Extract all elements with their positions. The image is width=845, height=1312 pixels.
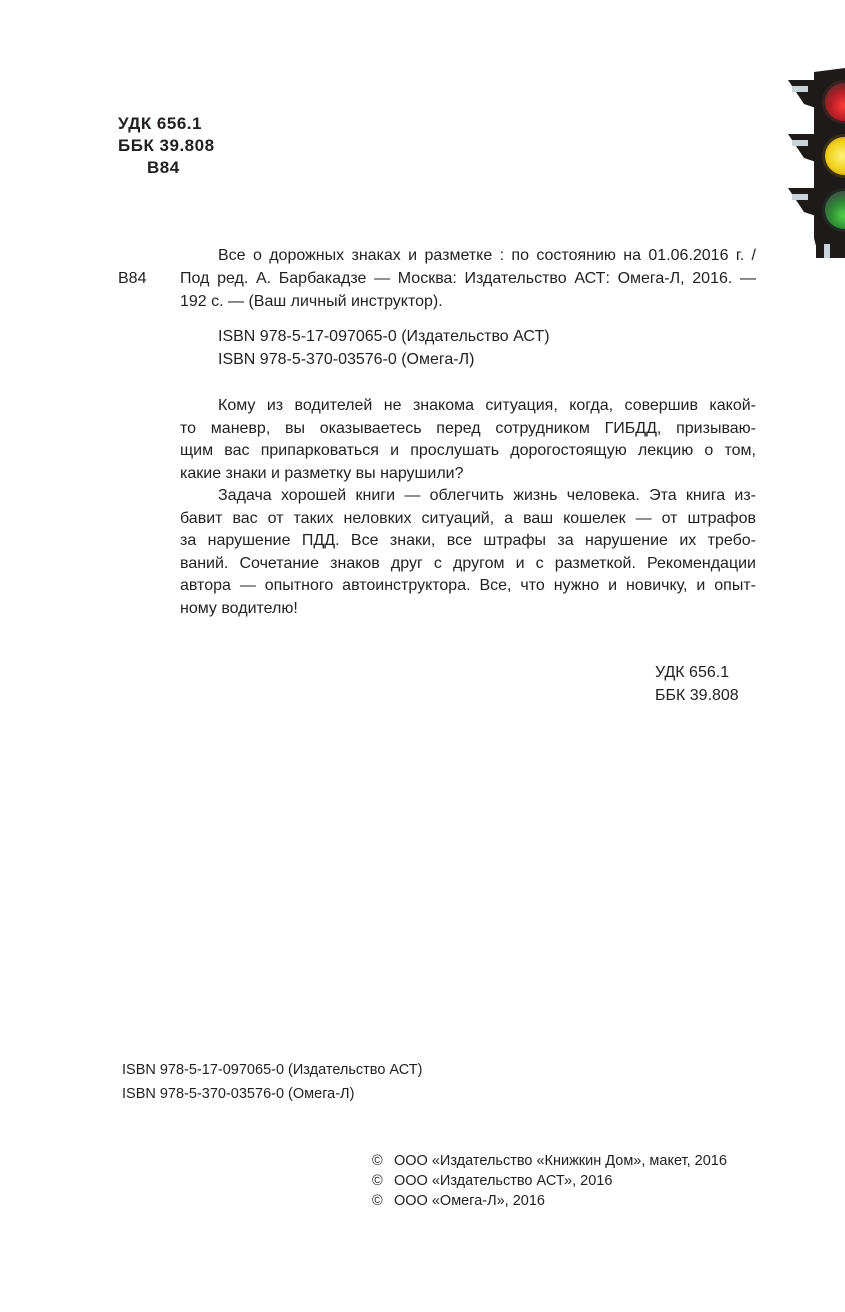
- annotation: [180, 395, 756, 620]
- annotation-line: за нарушение ПДД. Все знаки, все штрафы за нарушение их требо-: [180, 532, 756, 549]
- annotation-line: Кому из водителей не знакома ситуация, когда, совершив какой-: [218, 397, 756, 414]
- biblio-line-editor: Под ред. А. Барбакадзе — Москва: Издательство АСТ: Омега-Л, 2016. —: [180, 270, 756, 287]
- classification-codes-header: [118, 113, 215, 179]
- bbk-code: ББК 39.808: [118, 136, 215, 155]
- author-mark-margin: В84: [118, 270, 147, 287]
- annotation-line: ваний. Сочетание знаков друг с другом и с разметкой. Рекомендации: [180, 554, 756, 572]
- copyright-line: © ООО «Омега-Л», 2016: [372, 1193, 545, 1209]
- classification-codes-right: [655, 661, 739, 707]
- bbk-code-right: ББК 39.808: [655, 687, 739, 704]
- copyright-icon: ©: [372, 1193, 383, 1209]
- annotation-line: то маневр, вы оказываетесь перед сотрудником ГИБДД, призываю-: [180, 419, 756, 437]
- udk-code: УДК 656.1: [118, 114, 202, 133]
- annotation-line: какие знаки и разметку вы нарушили?: [180, 464, 464, 482]
- isbn-ast: ISBN 978-5-17-097065-0 (Издательство АСТ): [218, 328, 550, 345]
- copyright-line: © ООО «Издательство «Книжкин Дом», макет, 2016: [372, 1153, 727, 1169]
- traffic-light-icon: [786, 68, 845, 258]
- annotation-line: ному водителю!: [180, 599, 298, 617]
- isbn-footer: [122, 1058, 422, 1106]
- copyright-icon: ©: [372, 1173, 383, 1189]
- copyright-block: [372, 1151, 727, 1211]
- annotation-line: щим вас припарковаться и прослушать дорогостоящую лекцию о том,: [180, 442, 756, 459]
- isbn-footer-ast: ISBN 978-5-17-097065-0 (Издательство АСТ): [122, 1062, 423, 1078]
- biblio-line-title: Все о дорожных знаках и разметке : по состоянию на 01.06.2016 г. /: [218, 247, 756, 264]
- isbn-list: [218, 325, 550, 371]
- isbn-omega: ISBN 978-5-370-03576-0 (Омега-Л): [218, 351, 475, 368]
- biblio-line-pages: 192 с. — (Ваш личный инструктор).: [180, 293, 443, 310]
- isbn-footer-omega: ISBN 978-5-370-03576-0 (Омега-Л): [122, 1086, 355, 1102]
- annotation-line: бавит вас от таких неловких ситуаций, а ваш кошелек — от штрафов: [180, 509, 756, 527]
- author-mark: В84: [147, 158, 180, 177]
- copyright-line: © ООО «Издательство АСТ», 2016: [372, 1173, 613, 1189]
- annotation-line: автора — опытного автоинструктора. Все, что нужно и новичку, и опыт-: [180, 577, 756, 594]
- copyright-icon: ©: [372, 1153, 383, 1169]
- annotation-line: Задача хорошей книги — облегчить жизнь человека. Эта книга из-: [218, 487, 756, 504]
- bibliographic-record: [180, 244, 756, 313]
- udk-code-right: УДК 656.1: [655, 664, 730, 681]
